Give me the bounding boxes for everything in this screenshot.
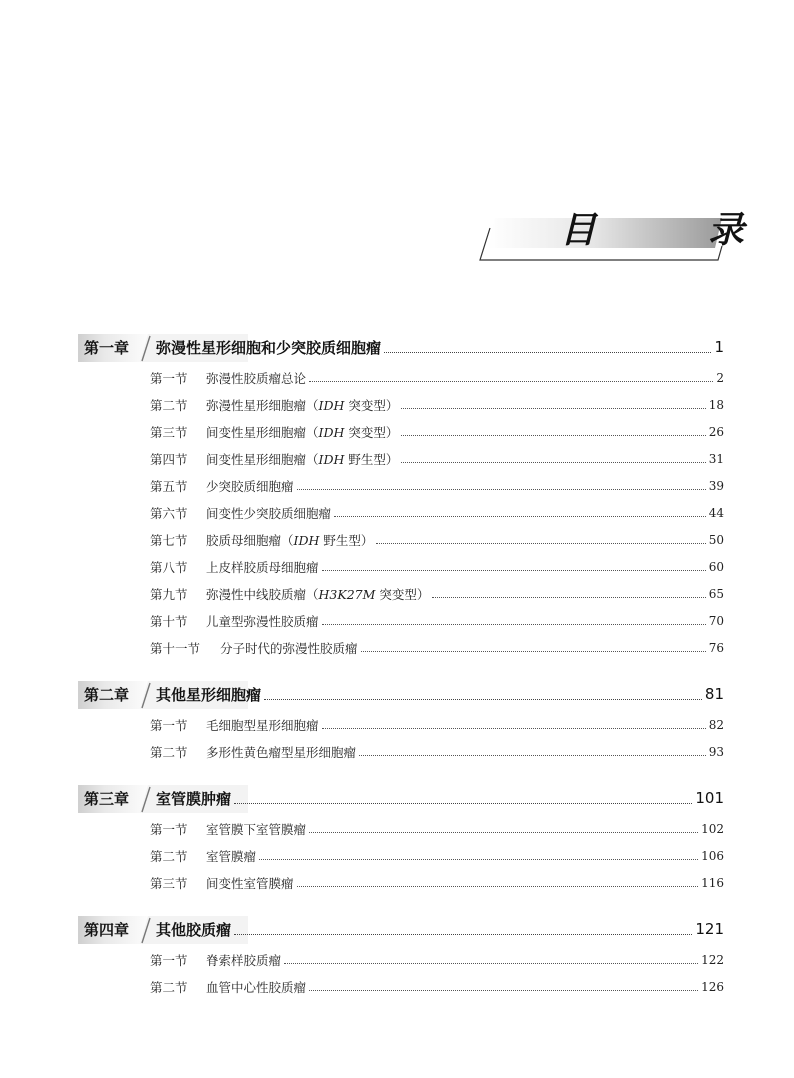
section-row[interactable]: [78, 418, 724, 445]
section-number: 第十一节: [150, 640, 201, 656]
section-page: 82: [708, 717, 724, 732]
chapter: [78, 330, 724, 661]
section-title: 间变性室管膜瘤: [206, 875, 294, 891]
chapter-page: 121: [695, 920, 724, 938]
section-title: 胶质母细胞瘤（IDH 野生型）: [206, 532, 374, 548]
chapter: [78, 912, 724, 1000]
section-title: 弥漫性星形细胞瘤（IDH 突变型）: [206, 397, 399, 413]
section-page: 116: [701, 875, 724, 890]
section-number: 第二节: [150, 979, 188, 995]
section-row[interactable]: [78, 391, 724, 418]
chapter-title: 弥漫性星形细胞和少突胶质细胞瘤: [156, 338, 382, 357]
section-row[interactable]: [78, 711, 724, 738]
section-page: 93: [708, 744, 724, 759]
chapter-page: 101: [695, 789, 724, 807]
section-number: 第一节: [150, 821, 188, 837]
section-number: 第十节: [150, 613, 188, 629]
section-page: 122: [701, 952, 724, 967]
section-number: 第三节: [150, 424, 188, 440]
chapter-row[interactable]: [78, 677, 724, 711]
section-page: 126: [701, 979, 724, 994]
section-row[interactable]: [78, 580, 724, 607]
section-title: 上皮样胶质母细胞瘤: [206, 559, 319, 575]
dot-leader: [234, 934, 692, 935]
chapter-number: 第一章: [84, 338, 130, 357]
section-number: 第七节: [150, 532, 188, 548]
section-page: 31: [708, 451, 724, 466]
section-page: 18: [708, 397, 724, 412]
section-number: 第六节: [150, 505, 188, 521]
dot-leader: [322, 728, 706, 729]
dot-leader: [259, 859, 698, 860]
section-page: 65: [708, 586, 724, 601]
chapter-title: 室管膜肿瘤: [156, 789, 232, 808]
chapter-title: 其他胶质瘤: [156, 920, 232, 939]
dot-leader: [309, 990, 698, 991]
dot-leader: [234, 803, 692, 804]
chapter-number: 第二章: [84, 685, 130, 704]
section-page: 76: [708, 640, 724, 655]
section-page: 70: [708, 613, 724, 628]
chapter: [78, 677, 724, 765]
section-number: 第八节: [150, 559, 188, 575]
section-row[interactable]: [78, 472, 724, 499]
section-title: 血管中心性胶质瘤: [206, 979, 307, 995]
section-number: 第二节: [150, 744, 188, 760]
chapter-number: 第三章: [84, 789, 130, 808]
section-row[interactable]: [78, 445, 724, 472]
section-row[interactable]: [78, 815, 724, 842]
section-number: 第五节: [150, 478, 188, 494]
dot-leader: [401, 408, 705, 409]
section-row[interactable]: [78, 364, 724, 391]
section-number: 第一节: [150, 952, 188, 968]
section-title: 间变性星形细胞瘤（IDH 野生型）: [206, 451, 399, 467]
section-title: 分子时代的弥漫性胶质瘤: [220, 640, 358, 656]
dot-leader: [322, 570, 706, 571]
section-page: 50: [708, 532, 724, 547]
section-title: 间变性少突胶质细胞瘤: [206, 505, 332, 521]
section-page: 60: [708, 559, 724, 574]
section-number: 第九节: [150, 586, 188, 602]
chapter-number: 第四章: [84, 920, 130, 939]
dot-leader: [432, 597, 705, 598]
section-title: 间变性星形细胞瘤（IDH 突变型）: [206, 424, 399, 440]
section-row[interactable]: [78, 553, 724, 580]
dot-leader: [361, 651, 706, 652]
section-title: 室管膜瘤: [206, 848, 257, 864]
section-number: 第一节: [150, 717, 188, 733]
section-page: 2: [716, 370, 724, 385]
section-title: 少突胶质细胞瘤: [206, 478, 294, 494]
section-number: 第三节: [150, 875, 188, 891]
chapter-title: 其他星形细胞瘤: [156, 685, 262, 704]
section-row[interactable]: [78, 946, 724, 973]
section-page: 26: [708, 424, 724, 439]
section-page: 106: [701, 848, 724, 863]
dot-leader: [309, 832, 698, 833]
section-title: 弥漫性胶质瘤总论: [206, 370, 307, 386]
section-number: 第二节: [150, 848, 188, 864]
section-row[interactable]: [78, 634, 724, 661]
section-title: 多形性黄色瘤型星形细胞瘤: [206, 744, 357, 760]
dot-leader: [297, 886, 699, 887]
dot-leader: [401, 462, 705, 463]
dot-leader: [334, 516, 706, 517]
section-page: 102: [701, 821, 724, 836]
table-of-contents: [78, 330, 724, 1004]
chapter-page: 1: [714, 338, 724, 356]
page-title: 目 录: [560, 209, 783, 251]
section-number: 第二节: [150, 397, 188, 413]
section-row[interactable]: [78, 526, 724, 553]
section-title: 脊索样胶质瘤: [206, 952, 282, 968]
dot-leader: [376, 543, 705, 544]
dot-leader: [297, 489, 706, 490]
dot-leader: [309, 381, 713, 382]
toc-title-block: [470, 200, 783, 264]
section-row[interactable]: [78, 499, 724, 526]
section-title: 儿童型弥漫性胶质瘤: [206, 613, 319, 629]
section-title: 弥漫性中线胶质瘤（H3K27M 突变型）: [206, 586, 430, 602]
section-number: 第四节: [150, 451, 188, 467]
chapter-row[interactable]: [78, 912, 724, 946]
section-number: 第一节: [150, 370, 188, 386]
chapter-row[interactable]: [78, 330, 724, 364]
section-row[interactable]: [78, 973, 724, 1000]
section-row[interactable]: [78, 869, 724, 896]
section-title: 毛细胞型星形细胞瘤: [206, 717, 319, 733]
section-row[interactable]: [78, 842, 724, 869]
section-page: 39: [708, 478, 724, 493]
section-page: 44: [708, 505, 724, 520]
chapter-page: 81: [704, 685, 724, 703]
dot-leader: [322, 624, 706, 625]
dot-leader: [264, 699, 702, 700]
dot-leader: [284, 963, 698, 964]
section-title: 室管膜下室管膜瘤: [206, 821, 307, 837]
dot-leader: [401, 435, 705, 436]
chapter: [78, 781, 724, 896]
dot-leader: [359, 755, 706, 756]
section-row[interactable]: [78, 738, 724, 765]
chapter-row[interactable]: [78, 781, 724, 815]
dot-leader: [384, 352, 711, 353]
section-row[interactable]: [78, 607, 724, 634]
